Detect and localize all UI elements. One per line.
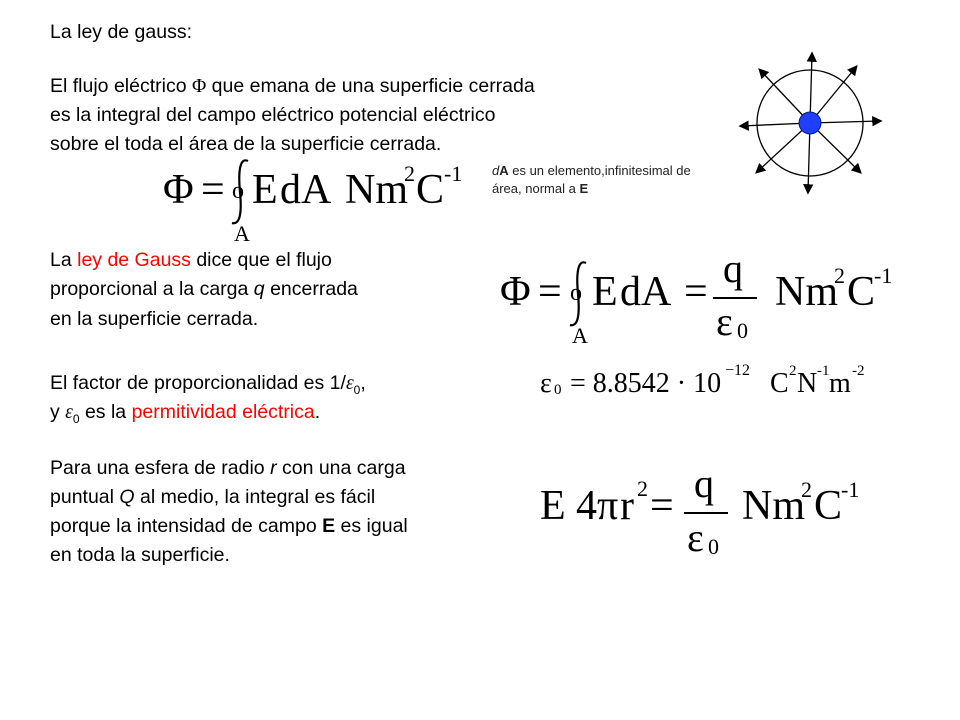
intro-line-2: es la integral del campo eléctrico potencial eléctrico (50, 104, 496, 126)
eq4-denominator-epsilon: ε (687, 515, 704, 560)
sphere-line-2: puntual Q al medio, la integral es fácil (50, 486, 376, 508)
eq4-r: r (620, 483, 634, 529)
eq3-unit-N: N (797, 368, 818, 399)
eq3-exponent: −12 (725, 362, 751, 379)
eq1-unit-Nm: Nm (345, 167, 408, 213)
eq2-numerator-q: q (723, 246, 743, 291)
eq2-unit-exp-2: 2 (834, 263, 845, 288)
eq3-unit-exp-minus1: -1 (817, 363, 830, 379)
eq2-denominator-sub0: 0 (737, 318, 748, 343)
factor-line-1: El factor de proporcionalidad es $1/\varepsilon_0$, (50, 372, 366, 397)
eq4-pi: π (597, 483, 619, 529)
gauss-line-1: La ley de Gauss dice que el flujo (50, 249, 332, 271)
eq3-value: = 8.8542 · 10 (570, 368, 722, 399)
intro-line-1: El flujo eléctrico Φ que emana de una superficie cerrada (50, 75, 535, 97)
eq1-integral-subscript: A (234, 221, 250, 246)
gauss-sphere-diagram (735, 48, 885, 198)
eq2-d: d (620, 269, 641, 315)
eq1-A: A (301, 167, 332, 213)
eq2-denominator-epsilon: ε (716, 299, 733, 344)
eq2-equals: = (538, 269, 562, 315)
eq4-unit-Nm: Nm (742, 483, 805, 529)
eq3-unit-C: C (770, 368, 789, 399)
eq4-E: E (540, 483, 566, 529)
eq2-unit-C: C (847, 269, 876, 315)
gauss-line-2: proporcional a la carga q encerrada (50, 278, 358, 300)
eq2-integral-subscript: A (572, 323, 588, 348)
intro-line-3: sobre el toda el área de la superficie cerrada. (50, 133, 442, 155)
eq4-unit-exp-minus1: -1 (841, 477, 860, 502)
eq2-A: A (641, 269, 672, 315)
eq4-exp-2: 2 (637, 476, 648, 501)
eq3-epsilon: ε (540, 368, 552, 399)
point-charge (799, 112, 821, 134)
eq1-d: d (280, 167, 301, 213)
eq4-unit-C: C (814, 483, 843, 529)
eq3-sub0: 0 (554, 382, 562, 398)
eq4-numerator-q: q (694, 461, 714, 506)
eq2-E: E (592, 269, 618, 315)
eq1-E: E (252, 167, 278, 213)
sphere-line-4: en toda la superficie. (50, 544, 230, 566)
eq2-phi: Φ (500, 269, 531, 315)
eq3-unit-exp-2: 2 (789, 363, 797, 379)
eq1-unit-exp-minus1: -1 (444, 161, 463, 186)
eq2-equals-2: = (684, 269, 708, 315)
eq1-unit-C: C (416, 167, 445, 213)
eq3-unit-m: m (829, 368, 851, 399)
da-note: dA es un elemento,infinitesimal de área, normal a E (492, 163, 691, 196)
eq4-four: 4 (576, 483, 597, 529)
sphere-line-3: porque la intensidad de campo E es igual (50, 515, 408, 537)
gauss-line-3: en la superficie cerrada. (50, 308, 259, 330)
eq3-unit-exp-minus2: -2 (852, 363, 865, 379)
eq1-unit-exp-2: 2 (404, 161, 415, 186)
eq2-unit-exp-minus1: -1 (874, 263, 893, 288)
factor-line-2: y $\varepsilon_0$ es la permitividad eléctrica. (50, 401, 321, 426)
eq4-unit-exp-2: 2 (801, 477, 812, 502)
eq2-closed-loop: o (570, 280, 582, 306)
eq4-equals: = (650, 483, 674, 529)
eq4-denominator-sub0: 0 (708, 534, 719, 559)
eq1-equals: = (201, 167, 225, 213)
eq2-unit-Nm: Nm (775, 269, 838, 315)
eq1-phi: Φ (163, 167, 194, 213)
page-title: La ley de gauss: (50, 21, 193, 43)
sphere-line-1: Para una esfera de radio r con una carga (50, 457, 406, 479)
eq1-closed-loop: o (232, 178, 244, 204)
